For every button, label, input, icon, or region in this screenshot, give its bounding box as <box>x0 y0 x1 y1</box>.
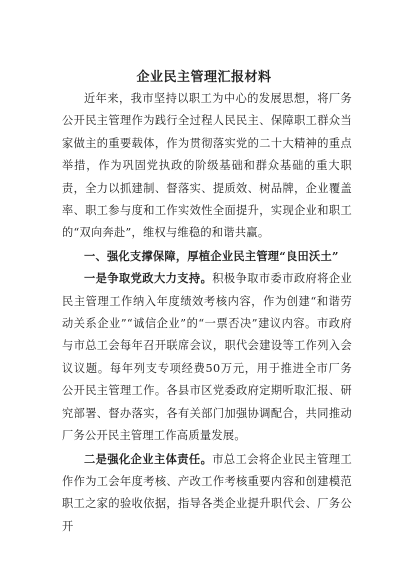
document-title: 企业民主管理汇报材料 <box>136 70 272 85</box>
paragraph-lead: 二是强化企业主体责任。 <box>84 451 213 466</box>
document-body <box>62 88 352 538</box>
paragraph-text: 市总工会将企业民主管理工作作为工会年度考核、产改工作考核重要内容和创建模范职工之家的验收依据，指导各类企业提升职代会、厂务公开 <box>62 452 352 533</box>
paragraph-intro: 近年来，我市坚持以职工为中心的发展思想，将厂务公开民主管理作为践行全过程人民民主、保障职工群众当家做主的重要载体，作为贯彻落实党的二十大精神的重点举措，作为巩固党执政的阶级基础和群众基础的重大职责，全力以抓建制、督落实、提质效、树品牌，企业覆盖率、职工参与度和工作实效性全面提升，实现企业和职工的“双向奔赴”，维权与维稳的和谐共赢。 <box>62 92 352 240</box>
paragraph-enterprise-responsibility <box>62 448 352 539</box>
paragraph-lead: 一是争取党政大力支持。 <box>84 271 213 286</box>
paragraph-party-support <box>62 267 352 447</box>
section-heading-1: 一、强化支撑保障，厚植企业民主管理“良田沃土” <box>84 248 339 263</box>
paragraph-text: 积极争取市委市政府将企业民主管理工作纳入年度绩效考核内容，作为创建“和谐劳动关系企业”“诚信企业”的“一票否决”建议内容。市政府与市总工会每年召开联席会议，职代会建设等工作列入会议议题。每年列支专项经费50万元，用于推进全市厂务公开民主管理工作。各县市区党委政府定期听取汇报、研究部署、督办落实，各有关部门加强协调配合，共同推动厂务公开民主管理工作高质量发展。 <box>62 272 352 443</box>
